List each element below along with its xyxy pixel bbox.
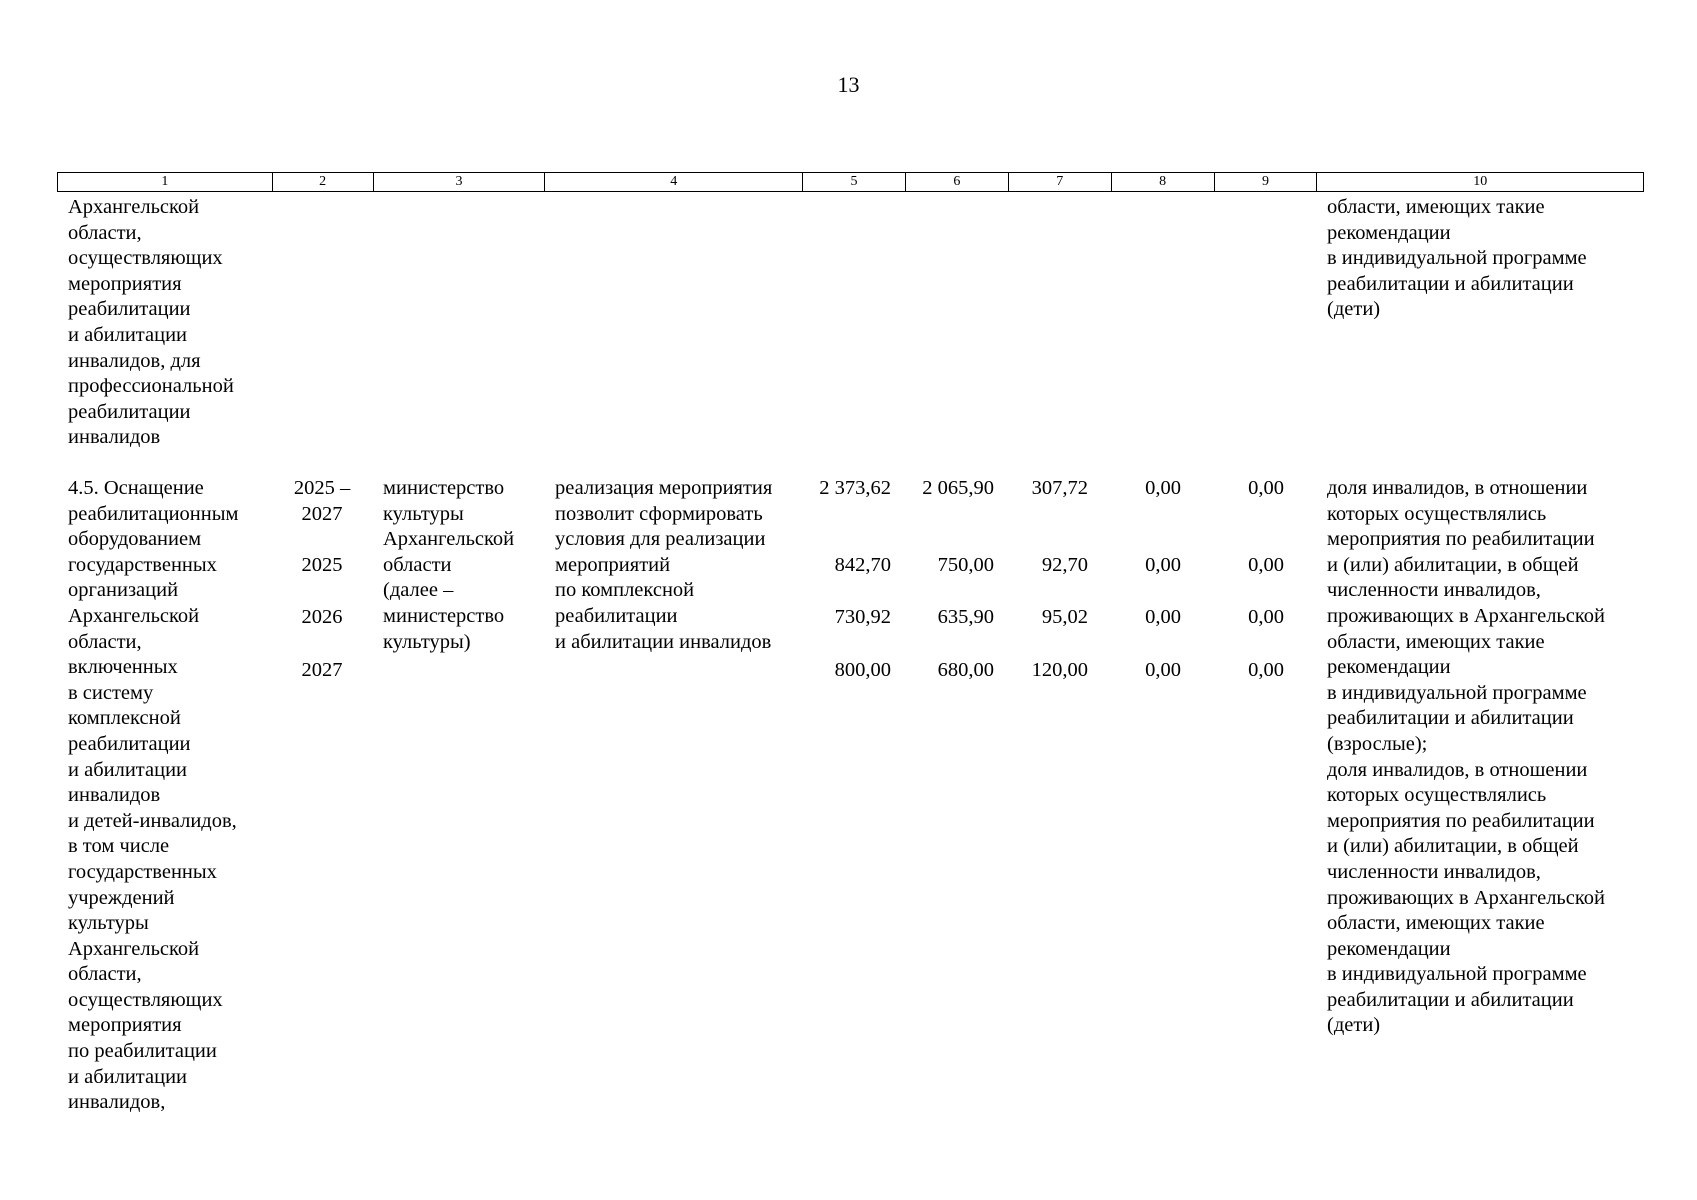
period-year-cell: 2025 [301, 554, 343, 576]
table-column-header-row [57, 172, 1644, 192]
column-header-7: 7 [1009, 173, 1112, 191]
column-header-3: 3 [374, 173, 546, 191]
period-value-col6: 2 065,90 [922, 477, 994, 499]
column-header-4: 4 [545, 173, 803, 191]
period-value-col9: 0,00 [1248, 659, 1284, 681]
period-value-col5: 730,92 [834, 606, 891, 628]
period-value-col8: 0,00 [1145, 477, 1181, 499]
period-value-col6: 635,90 [937, 606, 994, 628]
period-value-col7: 120,00 [1031, 659, 1088, 681]
period-value-col7: 307,72 [1031, 477, 1088, 499]
column-header-5: 5 [803, 173, 906, 191]
period-value-col5: 800,00 [834, 659, 891, 681]
column-header-8: 8 [1112, 173, 1215, 191]
period-value-col9: 0,00 [1248, 477, 1284, 499]
period-year-cell: 2025 – 2027 [293, 477, 351, 525]
period-value-col7: 92,70 [1041, 554, 1088, 576]
period-value-col8: 0,00 [1145, 659, 1181, 681]
column-header-10: 10 [1473, 174, 1488, 189]
page-number: 13 [837, 72, 860, 97]
period-year-cell: 2026 [301, 606, 343, 628]
row-4-5-executor-cell: министерство культуры Архангельской области (далее – министерство культуры) [383, 477, 515, 653]
period-value-col8: 0,00 [1145, 554, 1181, 576]
column-header-6: 6 [906, 173, 1009, 191]
period-value-col9: 0,00 [1248, 606, 1284, 628]
period-value-col6: 680,00 [937, 659, 994, 681]
column-header-2: 2 [273, 173, 374, 191]
row-4-5-result-cell: реализация мероприятия позволит сформировать условия для реализации мероприятий по комплексной реабилитации и абилитации инвалидов [555, 477, 773, 653]
period-value-col8: 0,00 [1145, 606, 1181, 628]
row-4-5-indicator-cell: доля инвалидов, в отношении которых осуществлялись мероприятия по реабилитации и (или) абилитации, в общей численности инвалидов, проживающих в Архангельской области, имеющих такие рекомендации в индивидуальной программе реабилитации и абилитации (взрослые); доля инвалидов, в отношении которых осуществлялись мероприятия по реабилитации и (или) абилитации, в общей численности инвалидов, проживающих в Архангельской области, имеющих такие рекомендации в индивидуальной программе реабилитации и абилитации (дети) [1327, 477, 1606, 1037]
period-value-col6: 750,00 [937, 554, 994, 576]
period-value-col5: 842,70 [834, 554, 891, 576]
period-value-col5: 2 373,62 [819, 477, 891, 499]
column-header-9: 9 [1215, 173, 1318, 191]
prev-row-indicator-cell: области, имеющих такие рекомендации в индивидуальной программе реабилитации и абилитации (дети) [1327, 196, 1587, 321]
row-4-5-name-cell: 4.5. Оснащение реабилитационным оборудованием государственных организаций Архангельской области, включенных в систему комплексной реабилитации и абилитации инвалидов и детей-инвалидов, в том числе государственных учреждений культуры Архангельской области, осуществляющих мероприятия по реабилитации и абилитации инвалидов, [68, 477, 239, 1114]
period-year-cell: 2027 [301, 659, 343, 681]
prev-row-name-cell: Архангельской области, осуществляющих мероприятия реабилитации и абилитации инвалидов, для профессиональной реабилитации инвалидов [68, 196, 234, 449]
column-header-1: 1 [58, 173, 273, 191]
period-value-col9: 0,00 [1248, 554, 1284, 576]
period-value-col7: 95,02 [1041, 606, 1088, 628]
